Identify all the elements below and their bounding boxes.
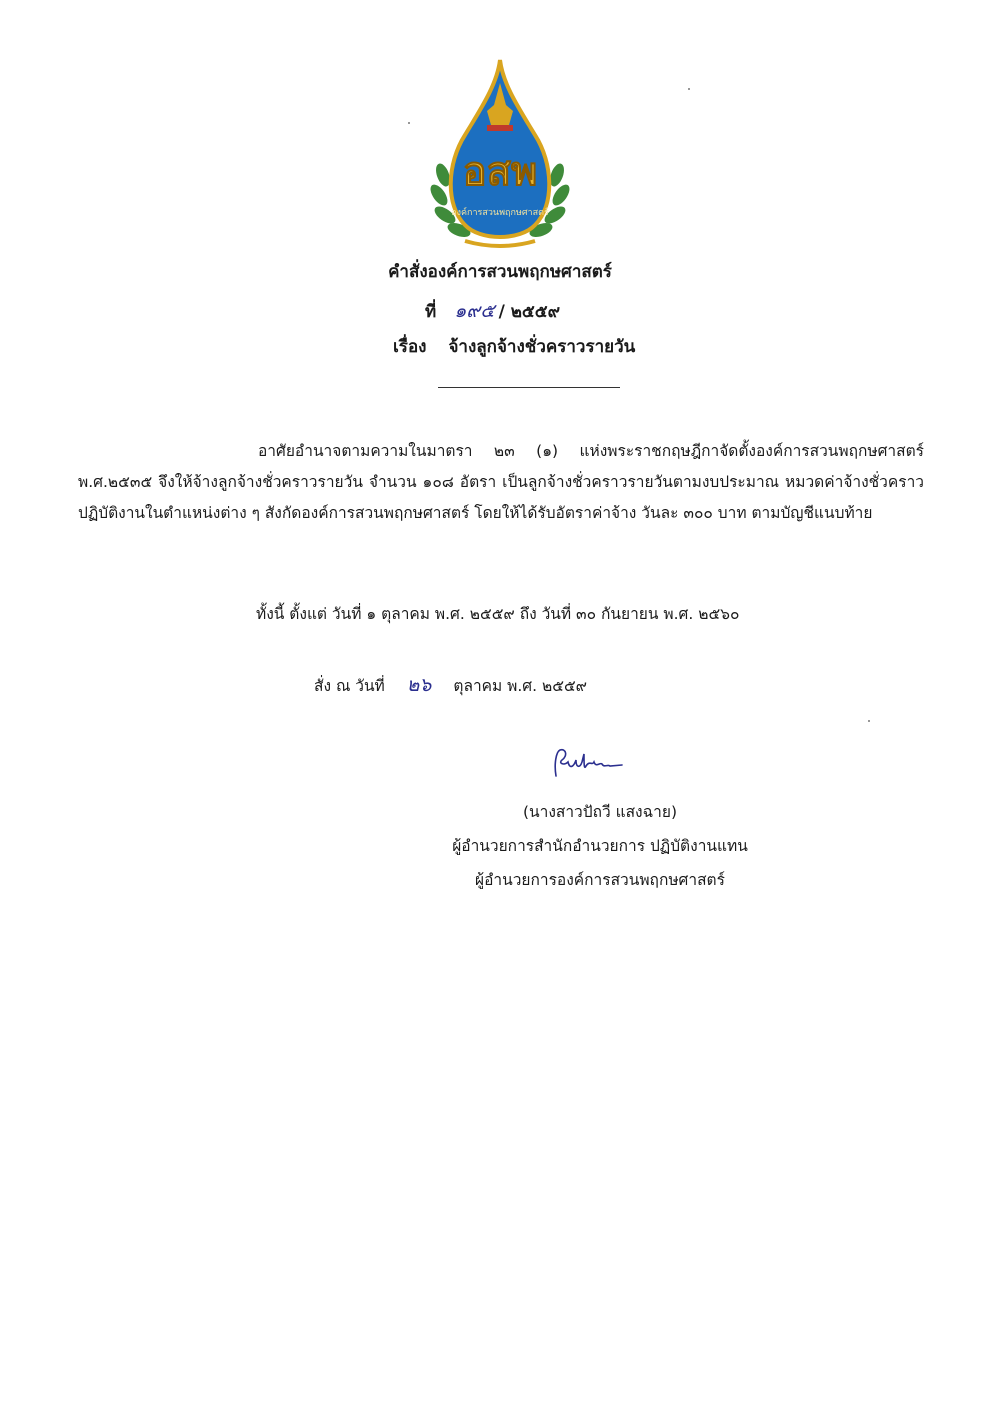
signatory-position-2: ผู้อำนวยการองค์การสวนพฤกษศาสตร์	[475, 871, 725, 889]
subject-text: จ้างลูกจ้างชั่วคราวรายวัน	[448, 337, 636, 357]
subject-label: เรื่อง	[393, 337, 427, 357]
svg-text:องค์การสวนพฤกษศาสตร์: องค์การสวนพฤกษศาสตร์	[451, 208, 549, 218]
given-month-year: ตุลาคม พ.ศ. ๒๕๕๙	[453, 677, 588, 695]
signatory-position-1: ผู้อำนวยการสำนักอำนวยการ ปฏิบัติงานแทน	[452, 837, 748, 855]
scan-speck	[688, 88, 690, 90]
order-number-line	[425, 296, 560, 326]
effective-period: ทั้งนี้ ตั้งแต่ วันที่ ๑ ตุลาคม พ.ศ. ๒๕๕๙ ถึง วันที่ ๓๐ กันยายน พ.ศ. ๒๕๖๐	[256, 605, 740, 623]
signatory-block	[395, 795, 805, 897]
order-number: ๑๙๕	[454, 300, 495, 322]
order-year: / ๒๕๕๙	[498, 302, 561, 322]
given-prefix: สั่ง ณ วันที่	[314, 677, 385, 695]
order-label: ที่	[425, 302, 437, 322]
subject-line	[393, 333, 635, 360]
document-title: คำสั่งองค์การสวนพฤกษศาสตร์	[388, 262, 612, 282]
signatory-name: (นางสาวปัถวี แสงฉาย)	[522, 803, 678, 821]
organization-emblem-icon	[425, 55, 575, 250]
scan-speck	[868, 720, 870, 722]
handwritten-signature	[548, 746, 628, 782]
heading-divider	[438, 387, 620, 388]
scan-speck	[408, 122, 410, 124]
given-date-line	[314, 670, 587, 700]
svg-text:อสพ: อสพ	[462, 148, 538, 195]
body-paragraph: อาศัยอำนาจตามความในมาตรา ๒๓ (๑) แห่งพระราชกฤษฎีกาจัดตั้งองค์การสวนพฤกษศาสตร์ พ.ศ.๒๕๓๕ จึงให้จ้างลูกจ้างชั่วคราวรายวัน จำนวน ๑๐๘ อัตรา เป็นลูกจ้างชั่วคราวรายวันตามงบประมาณ หมวดค่าจ้างชั่วคราว ปฏิบัติงานในตำแหน่งต่าง ๆ สังกัดองค์การสวนพฤกษศาสตร์ โดยให้ได้รับอัตราค่าจ้าง วันละ ๓๐๐ บาท ตามบัญชีแนบท้าย	[78, 442, 924, 522]
given-day: ๒๖	[406, 674, 432, 696]
